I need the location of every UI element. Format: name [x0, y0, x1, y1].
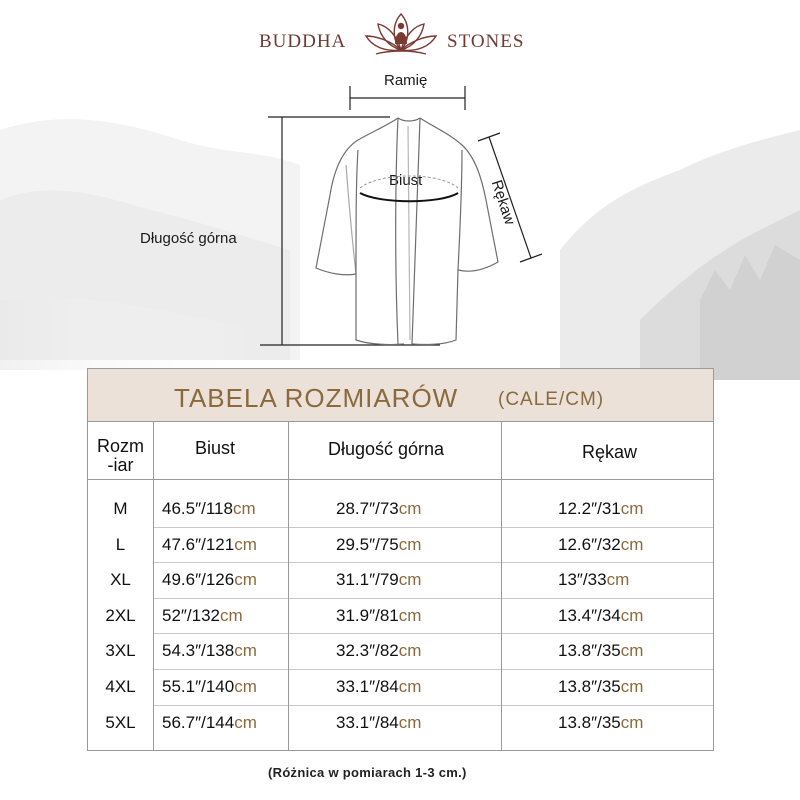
table-title-band — [88, 369, 713, 422]
length-value: 28.7″/73 — [336, 499, 399, 518]
header-size-line2: -iar — [107, 455, 134, 475]
length-cell — [336, 606, 421, 626]
unit-label: cm — [232, 499, 256, 518]
bust-value: 55.1″/140 — [162, 677, 235, 696]
row-divider — [153, 669, 713, 670]
unit-label: cm — [234, 677, 257, 696]
sleeve-value: 13.8″/35 — [558, 677, 621, 696]
column-divider — [501, 421, 502, 750]
length-label: Długość górna — [140, 230, 237, 247]
column-divider — [288, 421, 289, 750]
bust-cell — [162, 535, 257, 555]
sleeve-cell — [558, 713, 643, 733]
length-value: 32.3″/82 — [336, 641, 399, 661]
row-divider — [153, 527, 713, 528]
length-cell — [336, 641, 421, 661]
sleeve-cell — [558, 535, 643, 555]
unit-label: cm — [398, 605, 422, 625]
unit-label: cm — [398, 677, 422, 696]
unit-label: cm — [398, 570, 422, 590]
size-cell: XL — [110, 570, 131, 590]
table-title: TABELA ROZMIARÓW — [174, 383, 459, 413]
bust-cell — [162, 499, 256, 519]
column-divider — [153, 421, 154, 750]
bust-cell — [162, 570, 257, 590]
header-length: Długość górna — [328, 439, 445, 459]
sleeve-value: 13.8″/35 — [558, 712, 621, 732]
unit-label: cm — [220, 605, 243, 625]
sleeve-value: 13.4″/34 — [558, 605, 621, 625]
size-cell: M — [113, 499, 128, 518]
bust-value: 56.7″/144 — [162, 712, 235, 732]
unit-label: cm — [620, 534, 644, 554]
bust-cell — [162, 641, 257, 661]
sleeve-label: Rękaw — [487, 178, 519, 227]
size-cell: 4XL — [105, 677, 136, 696]
sleeve-value: 12.6″/32 — [558, 534, 621, 554]
brand-name-left: BUDDHA — [259, 31, 347, 52]
unit-label: cm — [398, 712, 422, 732]
unit-label: cm — [234, 534, 257, 554]
sleeve-value: 13.8″/35 — [558, 641, 621, 661]
unit-label: cm — [398, 641, 422, 661]
footnote: (Różnica w pomiarach 1-3 cm.) — [268, 765, 467, 780]
bust-value: 54.3″/138 — [162, 641, 235, 661]
bust-value: 49.6″/126 — [162, 570, 235, 590]
sleeve-cell — [558, 606, 643, 626]
unit-label: cm — [234, 712, 257, 732]
bust-cell — [162, 606, 243, 626]
unit-label: cm — [620, 641, 644, 661]
length-value: 29.5″/75 — [336, 534, 399, 554]
header-size-line1: Rozm — [96, 436, 144, 456]
bust-value: 46.5″/118 — [162, 499, 233, 518]
length-cell — [336, 535, 421, 555]
sleeve-cell — [558, 499, 643, 519]
header-sleeve: Rękaw — [582, 442, 638, 462]
unit-label: cm — [620, 712, 644, 732]
unit-label: cm — [620, 499, 644, 518]
sleeve-value: 13″/33 — [558, 570, 607, 590]
length-cell — [336, 570, 421, 590]
unit-label: cm — [620, 677, 644, 696]
size-cell: L — [115, 534, 126, 554]
size-table — [87, 368, 714, 751]
bust-cell — [162, 713, 257, 733]
size-cell: 2XL — [105, 605, 136, 625]
shoulder-label: Ramię — [384, 72, 428, 89]
length-value: 33.1″/84 — [336, 677, 399, 696]
unit-label: cm — [620, 605, 644, 625]
unit-label: cm — [234, 570, 257, 590]
bust-label: Biust — [389, 172, 423, 189]
length-cell — [336, 499, 421, 519]
sleeve-value: 12.2″/31 — [558, 499, 621, 518]
length-value: 33.1″/84 — [336, 712, 399, 732]
size-cell: 5XL — [105, 712, 136, 732]
row-divider — [153, 598, 713, 599]
brand-name-right: STONES — [447, 31, 525, 52]
length-value: 31.1″/79 — [336, 570, 399, 590]
unit-label: cm — [606, 570, 630, 590]
sleeve-cell — [558, 641, 643, 661]
sleeve-cell — [558, 570, 629, 590]
table-title-units: (CALE/CM) — [498, 389, 605, 410]
unit-label: cm — [234, 641, 257, 661]
length-cell — [336, 677, 421, 697]
row-divider — [153, 705, 713, 706]
row-divider — [153, 633, 713, 634]
header-bust: Biust — [195, 438, 236, 458]
header-size — [88, 437, 153, 475]
row-divider — [153, 562, 713, 563]
unit-label: cm — [398, 534, 422, 554]
sleeve-cell — [558, 677, 643, 697]
bust-value: 52″/132 — [162, 605, 221, 625]
bust-value: 47.6″/121 — [162, 534, 235, 554]
size-cell: 3XL — [105, 641, 136, 661]
length-cell — [336, 713, 421, 733]
length-value: 31.9″/81 — [336, 605, 399, 625]
garment-diagram — [0, 0, 800, 370]
unit-label: cm — [398, 499, 422, 518]
bust-cell — [162, 677, 257, 697]
